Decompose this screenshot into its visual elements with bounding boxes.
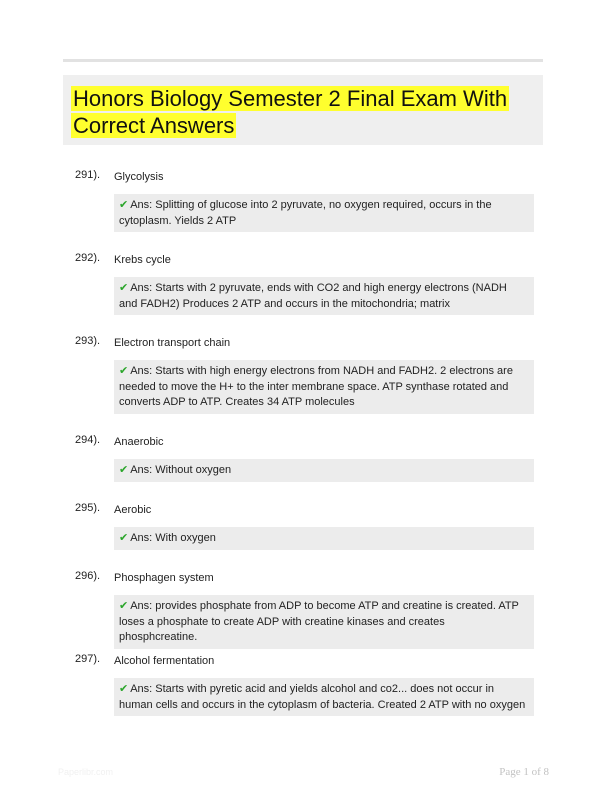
check-icon: ✔ [119,599,129,612]
question-number: 293). [75,335,101,347]
question-row [75,251,535,267]
answer-text: Ans: Without oxygen [130,464,232,476]
question-row [75,652,535,668]
question-row [75,569,535,585]
answer-box [114,277,534,315]
answer-text: Ans: Starts with pyretic acid and yields alcohol and co2... does not occur in human cells and occurs in the cytoplasm of bacteria. Created 2 ATP with no oxygen [119,683,526,711]
document-title [71,85,535,139]
question-text: Aerobic [114,504,152,516]
answer-text: Ans: Starts with high energy electrons from NADH and FADH2. 2 electrons are needed to move the H+ to the inter membrane space. ATP synthase rotated and converts ADP to ATP. Creates 34 ATP molecules [119,365,513,408]
check-icon: ✔ [119,682,129,695]
question-number: 291). [75,169,101,181]
qa-item-296 [75,569,535,649]
answer-text: Ans: provides phosphate from ADP to become ATP and creatine is created. ATP loses a phosphate to create ADP with creatine kinases and creates phosphcreatine. [119,600,519,643]
question-text: Anaerobic [114,436,164,448]
question-number: 294). [75,434,101,446]
footer-watermark: Paperlibr.com [58,767,114,777]
qa-item-291 [75,168,535,232]
answer-box [114,678,534,716]
title-line-2: Correct Answers [73,113,235,138]
question-row [75,433,535,449]
question-text: Electron transport chain [114,337,231,349]
question-row [75,168,535,184]
title-line-1: Honors Biology Semester 2 Final Exam With [73,86,508,111]
qa-item-292 [75,251,535,315]
question-row [75,501,535,517]
answer-box [114,360,534,414]
question-text: Alcohol fermentation [114,655,215,667]
check-icon: ✔ [119,364,129,377]
answer-box [114,459,534,482]
qa-item-297 [75,652,535,716]
check-icon: ✔ [119,531,129,544]
answer-text: Ans: Starts with 2 pyruvate, ends with CO2 and high energy electrons (NADH and FADH2) Produces 2 ATP and occurs in the mitochondria; matrix [119,282,507,310]
qa-item-295 [75,501,535,550]
title-banner [63,75,543,145]
question-text: Krebs cycle [114,254,171,266]
question-text: Phosphagen system [114,572,214,584]
question-number: 292). [75,252,101,264]
answer-box [114,194,534,232]
check-icon: ✔ [119,198,129,211]
answer-text: Ans: Splitting of glucose into 2 pyruvate, no oxygen required, occurs in the cytoplasm. Yields 2 ATP [119,199,492,227]
answer-box [114,595,534,649]
question-text: Glycolysis [114,171,164,183]
top-divider [63,59,543,62]
answer-text: Ans: With oxygen [130,532,216,544]
qa-item-294 [75,433,535,482]
answer-box [114,527,534,550]
question-number: 296). [75,570,101,582]
question-number: 297). [75,653,101,665]
check-icon: ✔ [119,463,129,476]
check-icon: ✔ [119,281,129,294]
page-indicator: Page 1 of 8 [499,766,549,778]
question-row [75,334,535,350]
question-number: 295). [75,502,101,514]
qa-item-293 [75,334,535,414]
